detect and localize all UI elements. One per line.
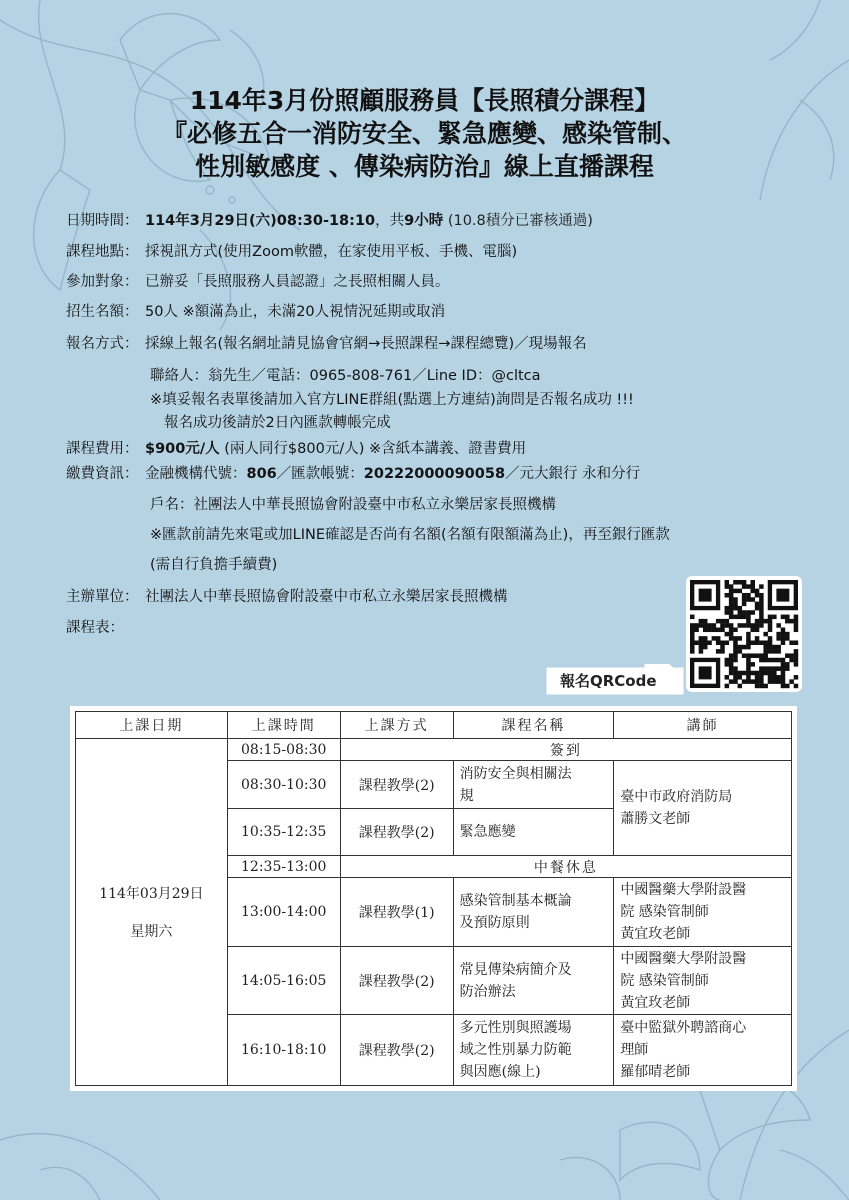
time-cell: 14:05-16:05 <box>227 946 340 1015</box>
audience-value: 已辦妥「長照服務人員認證」之長照相關人員。 <box>145 274 450 290</box>
organizer-value: 社團法人中華長照協會附設臺中市私立永樂居家長照機構 <box>145 589 508 605</box>
date-hours: 9小時 <box>404 213 444 229</box>
qr-code-icon <box>686 576 802 692</box>
course-cell: 常見傳染病簡介及 防治辦法 <box>453 946 614 1015</box>
method-cell: 課程教學(2) <box>340 1015 453 1086</box>
lunch-cell: 中餐休息 <box>340 856 791 878</box>
payment-label: 繳費資訊： <box>66 466 139 482</box>
enrollment-label: 招生名額： <box>66 304 139 320</box>
method-cell: 課程教學(2) <box>340 946 453 1015</box>
payment-mid: ／匯款帳號： <box>276 466 364 482</box>
date-note: (10.8積分已審核通過) <box>443 213 593 229</box>
date-sep: ，共 <box>375 213 405 229</box>
header-method: 上課方式 <box>340 712 453 739</box>
course-cell: 感染管制基本概論 及預防原則 <box>453 878 614 947</box>
date-value: 114年3月29日(六)08:30-18:10 <box>145 213 376 229</box>
table-row <box>76 739 792 761</box>
date-cell <box>76 739 228 1086</box>
fee-rest: (兩人同行$800元/人) ※含紙本講義、證書費用 <box>219 441 527 457</box>
schedule-table <box>75 711 792 1086</box>
payment-note: ※匯款前請先來電或加LINE確認是否尚有名額(名額有限額滿為止)，再至銀行匯款 <box>150 527 670 543</box>
instructor-cell: 臺中市政府消防局 蕭勝文老師 <box>614 761 792 856</box>
payment-note-2: (需自行負擔手續費) <box>150 557 278 573</box>
payment-post: ／元大銀行 永和分行 <box>505 466 641 482</box>
course-cell: 多元性別與照護場 域之性別暴力防範 與因應(線上) <box>453 1015 614 1086</box>
register-note-1: ※填妥報名表單後請加入官方LINE群組(點選上方連結)詢問是否報名成功 !!! <box>150 392 634 408</box>
register-label: 報名方式： <box>66 336 139 352</box>
title-line-1: 114年3月份照顧服務員【長照積分課程】 <box>189 86 660 115</box>
audience-label: 參加對象： <box>66 274 139 290</box>
header-time: 上課時間 <box>227 712 340 739</box>
date-label: 日期時間： <box>66 213 139 229</box>
location-label: 課程地點： <box>66 244 139 260</box>
schedule-panel <box>70 706 797 1091</box>
instructor-cell: 中國醫藥大學附設醫 院 感染管制師 黃宜玫老師 <box>614 878 792 947</box>
time-cell: 13:00-14:00 <box>227 878 340 947</box>
register-row <box>66 332 587 353</box>
header-date: 上課日期 <box>76 712 228 739</box>
method-cell: 課程教學(1) <box>340 878 453 947</box>
time-cell: 08:15-08:30 <box>227 739 340 761</box>
payment-account: 20222000090058 <box>363 466 506 482</box>
schedule-date: 114年03月29日 <box>99 886 204 903</box>
time-cell: 08:30-10:30 <box>227 761 340 808</box>
table-header-row <box>76 712 792 739</box>
audience-row <box>66 270 450 291</box>
instructor-cell: 中國醫藥大學附設醫 院 感染管制師 黃宜玫老師 <box>614 946 792 1015</box>
time-cell: 10:35-12:35 <box>227 808 340 855</box>
qr-tag-label: 報名QRCode <box>560 672 657 690</box>
location-value: 採視訊方式(使用Zoom軟體，在家使用平板、手機、電腦) <box>145 244 518 260</box>
time-cell: 12:35-13:00 <box>227 856 340 878</box>
register-note-2: 報名成功後請於2日內匯款轉帳完成 <box>164 415 391 431</box>
organizer-row <box>66 585 508 606</box>
course-cell: 緊急應變 <box>453 808 614 855</box>
schedule-weekday: 星期六 <box>130 924 173 941</box>
header-instructor: 講師 <box>614 712 792 739</box>
time-cell: 16:10-18:10 <box>227 1015 340 1086</box>
title-line-3: 性別敏感度 、傳染病防治』線上直播課程 <box>195 152 654 181</box>
payment-row <box>66 462 640 483</box>
location-row <box>66 240 517 261</box>
fee-row <box>66 437 526 458</box>
contact-line: 聯絡人：翁先生／電話：0965-808-761／Line ID：@cltca <box>150 368 541 384</box>
register-value: 採線上報名(報名網址請見協會官網→長照課程→課程總覽)／現場報名 <box>145 336 587 352</box>
payment-pre: 金融機構代號： <box>145 466 247 482</box>
organizer-label: 主辦單位： <box>66 589 139 605</box>
schedule-label: 課程表： <box>66 620 124 636</box>
registration-qr-code[interactable] <box>686 576 802 692</box>
instructor-cell: 臺中監獄外聘諮商心 理師 羅郁晴老師 <box>614 1015 792 1086</box>
page-title <box>0 84 849 183</box>
header-course: 課程名稱 <box>453 712 614 739</box>
enrollment-row <box>66 300 445 321</box>
checkin-cell: 簽到 <box>340 739 791 761</box>
enrollment-value: 50人 ※額滿為止，未滿20人視情況延期或取消 <box>145 304 446 320</box>
payment-holder: 戶名：社團法人中華長照協會附設臺中市私立永樂居家長照機構 <box>150 497 556 513</box>
fee-price: $900元/人 <box>145 441 220 457</box>
payment-code: 806 <box>246 466 277 482</box>
date-row <box>66 209 593 230</box>
course-cell: 消防安全與相關法 規 <box>453 761 614 808</box>
method-cell: 課程教學(2) <box>340 761 453 808</box>
fee-label: 課程費用： <box>66 441 139 457</box>
method-cell: 課程教學(2) <box>340 808 453 855</box>
title-line-2: 『必修五合一消防安全、緊急應變、感染管制、 <box>161 119 687 148</box>
